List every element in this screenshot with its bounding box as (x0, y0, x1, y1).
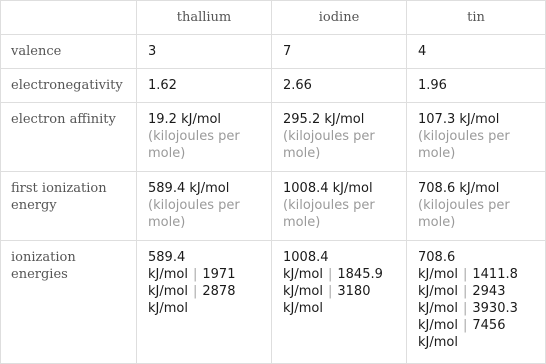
separator: | (462, 318, 468, 333)
valence-thallium: 3 (137, 35, 272, 69)
ionization-energy-value: 1411.8 kJ/mol (418, 267, 518, 299)
ionization-energy-value: 1845.9 kJ/mol (283, 267, 383, 299)
value-text: 1008.4 kJ/mol (283, 181, 373, 196)
ionization-energy-value: 1971 kJ/mol (148, 267, 236, 299)
value-text: 107.3 kJ/mol (418, 112, 500, 127)
value-text: 589.4 kJ/mol (148, 181, 230, 196)
value-text: 708.6 kJ/mol (418, 181, 500, 196)
separator: | (462, 301, 468, 316)
ionization-energy-value: 589.4 kJ/mol (148, 250, 188, 282)
unit-description: (kilojoules per mole) (418, 129, 510, 161)
ionization-energy-value: 3180 kJ/mol (283, 284, 371, 316)
electron-affinity-thallium (137, 103, 272, 172)
electronegativity-iodine: 2.66 (272, 69, 407, 103)
ionization-energies-tin (407, 241, 546, 364)
first-ionization-energy-iodine (272, 172, 407, 241)
separator: | (462, 284, 468, 299)
electron-affinity-tin (407, 103, 546, 172)
first-ionization-energy-thallium (137, 172, 272, 241)
value-text: 19.2 kJ/mol (148, 112, 222, 127)
unit-description: (kilojoules per mole) (283, 129, 375, 161)
electronegativity-thallium: 1.62 (137, 69, 272, 103)
ionization-energy-value: 2878 kJ/mol (148, 284, 236, 316)
valence-iodine: 7 (272, 35, 407, 69)
ionization-energy-value: 3930.3 kJ/mol (418, 301, 518, 333)
value-text: 295.2 kJ/mol (283, 112, 365, 127)
row-header-ionization-energies: ionization energies (1, 241, 137, 364)
column-header-tin: tin (407, 1, 546, 35)
first-ionization-energy-tin (407, 172, 546, 241)
ionization-energy-value: 1008.4 kJ/mol (283, 250, 329, 282)
table-row-electron-affinity (1, 103, 546, 172)
column-header-iodine: iodine (272, 1, 407, 35)
electronegativity-tin: 1.96 (407, 69, 546, 103)
separator: | (327, 284, 333, 299)
valence-tin: 4 (407, 35, 546, 69)
separator: | (462, 267, 468, 282)
column-header-thallium: thallium (137, 1, 272, 35)
unit-description: (kilojoules per mole) (148, 129, 240, 161)
ionization-energy-value: 7456 kJ/mol (418, 318, 506, 350)
row-header-first-ionization-energy: first ionization energy (1, 172, 137, 241)
corner-cell (1, 1, 137, 35)
unit-description: (kilojoules per mole) (148, 198, 240, 230)
separator: | (327, 267, 333, 282)
ionization-energy-value: 708.6 kJ/mol (418, 250, 458, 282)
header-row (1, 1, 546, 35)
row-header-electron-affinity: electron affinity (1, 103, 137, 172)
ionization-energies-iodine (272, 241, 407, 364)
table-row-valence (1, 35, 546, 69)
separator: | (192, 267, 198, 282)
row-header-valence: valence (1, 35, 137, 69)
table-row-electronegativity (1, 69, 546, 103)
row-header-electronegativity: electronegativity (1, 69, 137, 103)
ionization-energy-value: 2943 kJ/mol (418, 284, 506, 316)
electron-affinity-iodine (272, 103, 407, 172)
table-row-ionization-energies (1, 241, 546, 364)
unit-description: (kilojoules per mole) (418, 198, 510, 230)
separator: | (192, 284, 198, 299)
table-row-first-ionization-energy (1, 172, 546, 241)
unit-description: (kilojoules per mole) (283, 198, 375, 230)
ionization-energies-thallium (137, 241, 272, 364)
